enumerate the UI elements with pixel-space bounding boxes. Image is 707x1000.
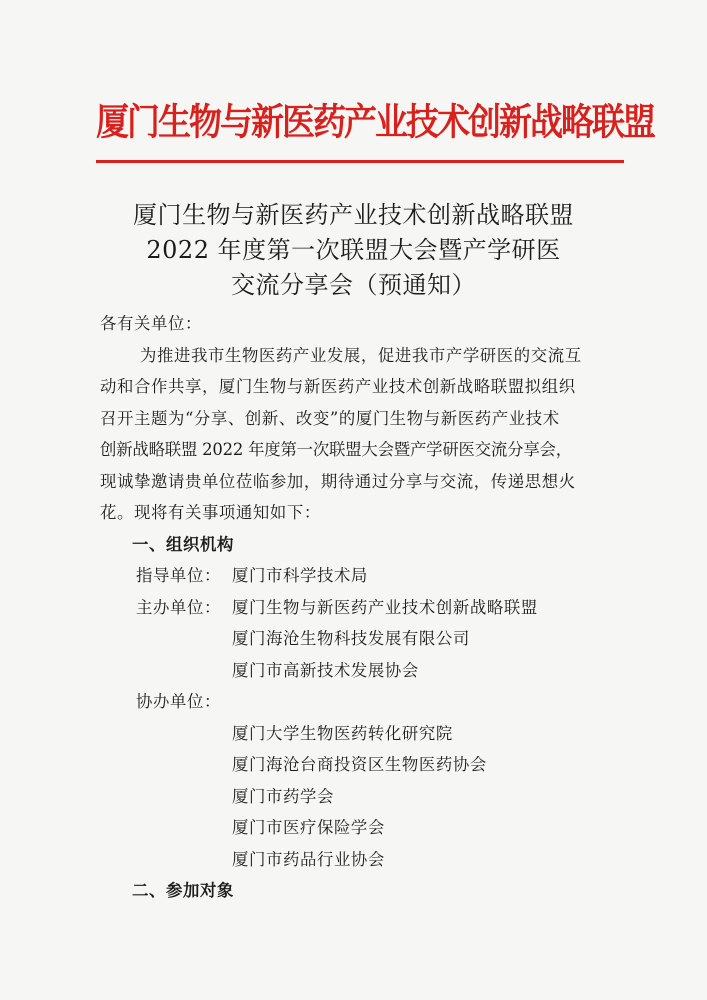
host-unit-value: 厦门海沧生物科技发展有限公司 xyxy=(232,629,470,648)
guide-unit-label: 指导单位： xyxy=(136,566,221,585)
letterhead-red-rule xyxy=(96,160,624,163)
intro-line: 召开主题为“分享、创新、改变”的厦门生物与新医药产业技术 xyxy=(100,408,560,428)
salutation: 各有关单位： xyxy=(100,314,202,333)
letterhead-title: 厦门生物与新医药产业技术创新战略联盟 xyxy=(96,100,654,144)
document-title xyxy=(60,198,647,303)
host-unit-value: 厦门市高新技术发展协会 xyxy=(232,660,419,680)
co-host-unit-value: 厦门市医疗保险学会 xyxy=(232,818,385,837)
intro-line: 动和合作共享，厦门生物与新医药产业技术创新战略联盟拟组织 xyxy=(100,377,576,396)
co-host-unit-value: 厦门大学生物医药转化研究院 xyxy=(232,723,453,743)
host-unit-value: 厦门生物与新医药产业技术创新战略联盟 xyxy=(232,597,538,617)
intro-line: 花。现将有关事项通知如下： xyxy=(100,503,321,522)
guide-unit-value: 厦门市科学技术局 xyxy=(232,566,368,585)
host-unit-row xyxy=(136,592,632,624)
co-host-unit-label: 协办单位： xyxy=(136,692,221,711)
guide-unit-row xyxy=(136,560,632,592)
intro-line: 创新战略联盟 2022 年度第一次联盟大会暨产学研医交流分享会， xyxy=(100,440,572,459)
intro-paragraph xyxy=(92,340,632,529)
co-host-unit-value: 厦门市药学会 xyxy=(232,786,334,806)
co-host-unit-value: 厦门市药品行业协会 xyxy=(232,849,385,869)
co-host-unit-value: 厦门海沧台商投资区生物医药协会 xyxy=(232,755,487,774)
co-host-unit-row xyxy=(136,686,632,718)
host-unit-label: 主办单位： xyxy=(136,597,221,617)
section-heading-organization: 一、组织机构 xyxy=(132,534,234,554)
title-line-2: 2022 年度第一次联盟大会暨产学研医 xyxy=(146,236,561,264)
intro-line: 现诚挚邀请贵单位莅临参加，期待通过分享与交流，传递思想火 xyxy=(100,471,576,491)
title-line-3: 交流分享会（预通知） xyxy=(231,271,476,299)
section-heading-participants: 二、参加对象 xyxy=(132,881,234,900)
document-body xyxy=(92,308,632,907)
intro-line: 为推进我市生物医药产业发展，促进我市产学研医的交流互 xyxy=(140,345,582,365)
title-line-1: 厦门生物与新医药产业技术创新战略联盟 xyxy=(133,201,574,229)
